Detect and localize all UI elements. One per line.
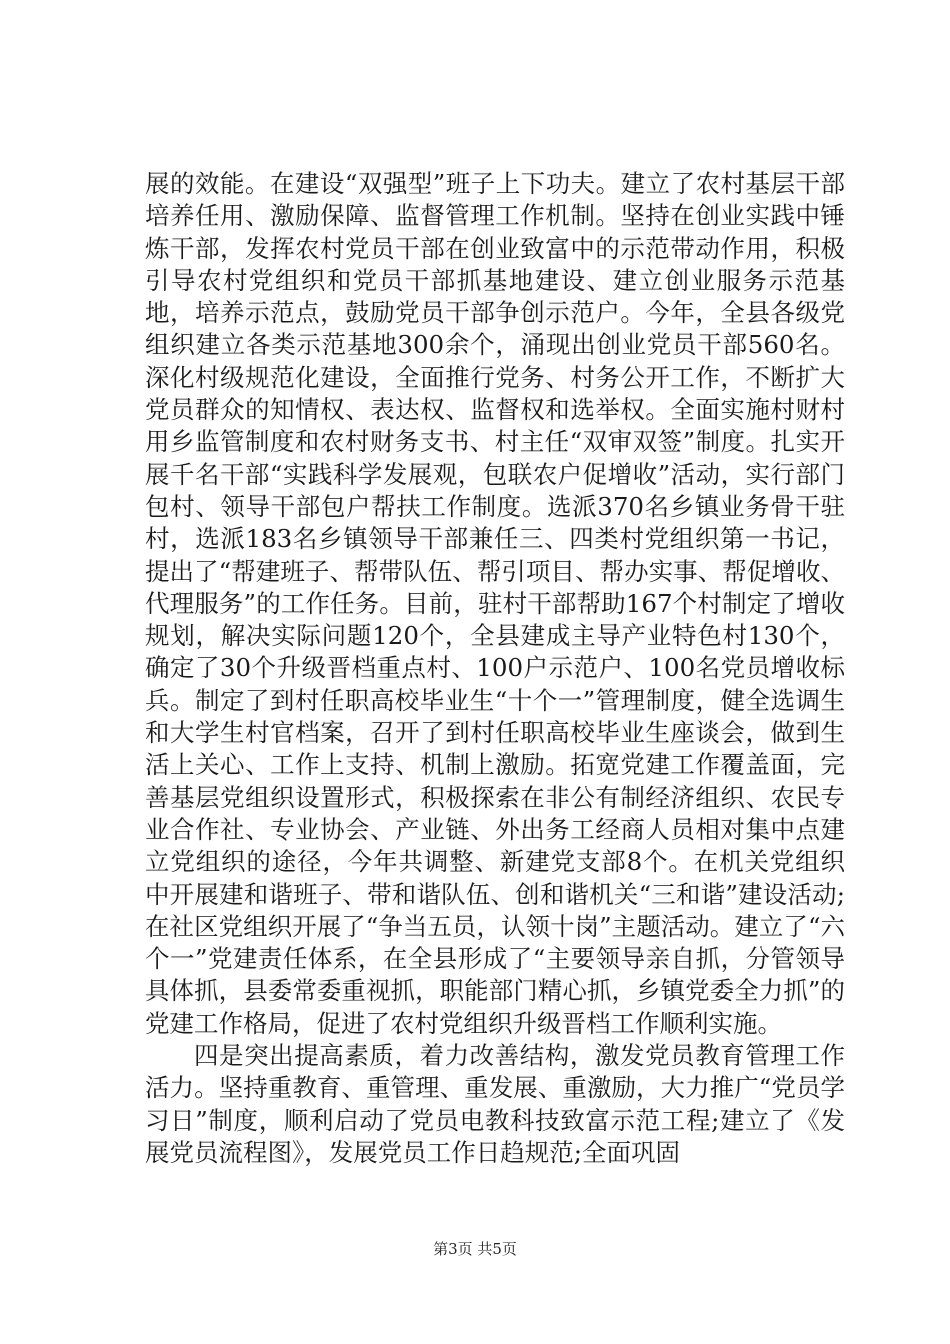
page-footer: 第3页 共5页 — [433, 1240, 517, 1258]
document-body — [145, 168, 845, 1169]
paragraph-continued: 展的效能。在建设“双强型”班子上下功夫。建立了农村基层干部培养任用、激励保障、监督管理工作机制。坚持在创业实践中锤炼干部，发挥农村党员干部在创业致富中的示范带动作用，积极引导农村党组织和党员干部抓基地建设、建立创业服务示范基地，培养示范点，鼓励党员干部争创示范户。今年，全县各级党组织建立各类示范基地300余个，涌现出创业党员干部560名。深化村级规范化建设，全面推行党务、村务公开工作，不断扩大党员群众的知情权、表达权、监督权和选举权。全面实施村财村用乡监管制度和农村财务支书、村主任“双审双签”制度。扎实开展千名干部“实践科学发展观，包联农户促增收”活动，实行部门包村、领导干部包户帮扶工作制度。选派370名乡镇业务骨干驻村，选派183名乡镇领导干部兼任三、四类村党组织第一书记，提出了“帮建班子、帮带队伍、帮引项目、帮办实事、帮促增收、代理服务”的工作任务。目前，驻村干部帮助167个村制定了增收规划，解决实际问题120个，全县建成主导产业特色村130个，确定了30个升级晋档重点村、100户示范户、100名党员增收标兵。制定了到村任职高校毕业生“十个一”管理制度，健全选调生和大学生村官档案，召开了到村任职高校毕业生座谈会，做到生活上关心、工作上支持、机制上激励。拓宽党建工作覆盖面，完善基层党组织设置形式，积极探索在非公有制经济组织、农民专业合作社、专业协会、产业链、外出务工经商人员相对集中点建立党组织的途径，今年共调整、新建党支部8个。在机关党组织中开展建和谐班子、带和谐队伍、创和谐机关“三和谐”建设活动;在社区党组织开展了“争当五员，认领十岗”主题活动。建立了“六个一”党建责任体系，在全县形成了“主要领导亲自抓，分管领导具体抓，县委常委重视抓，职能部门精心抓，乡镇党委全力抓”的党建工作格局，促进了农村党组织升级晋档工作顺利实施。 — [145, 169, 845, 1038]
paragraph-four: 四是突出提高素质，着力改善结构，激发党员教育管理工作活力。坚持重教育、重管理、重发展、重激励，大力推广“党员学习日”制度，顺利启动了党员电教科技致富示范工程;建立了《发展党员流程图》，发展党员工作日趋规范;全面巩固 — [145, 1041, 845, 1167]
